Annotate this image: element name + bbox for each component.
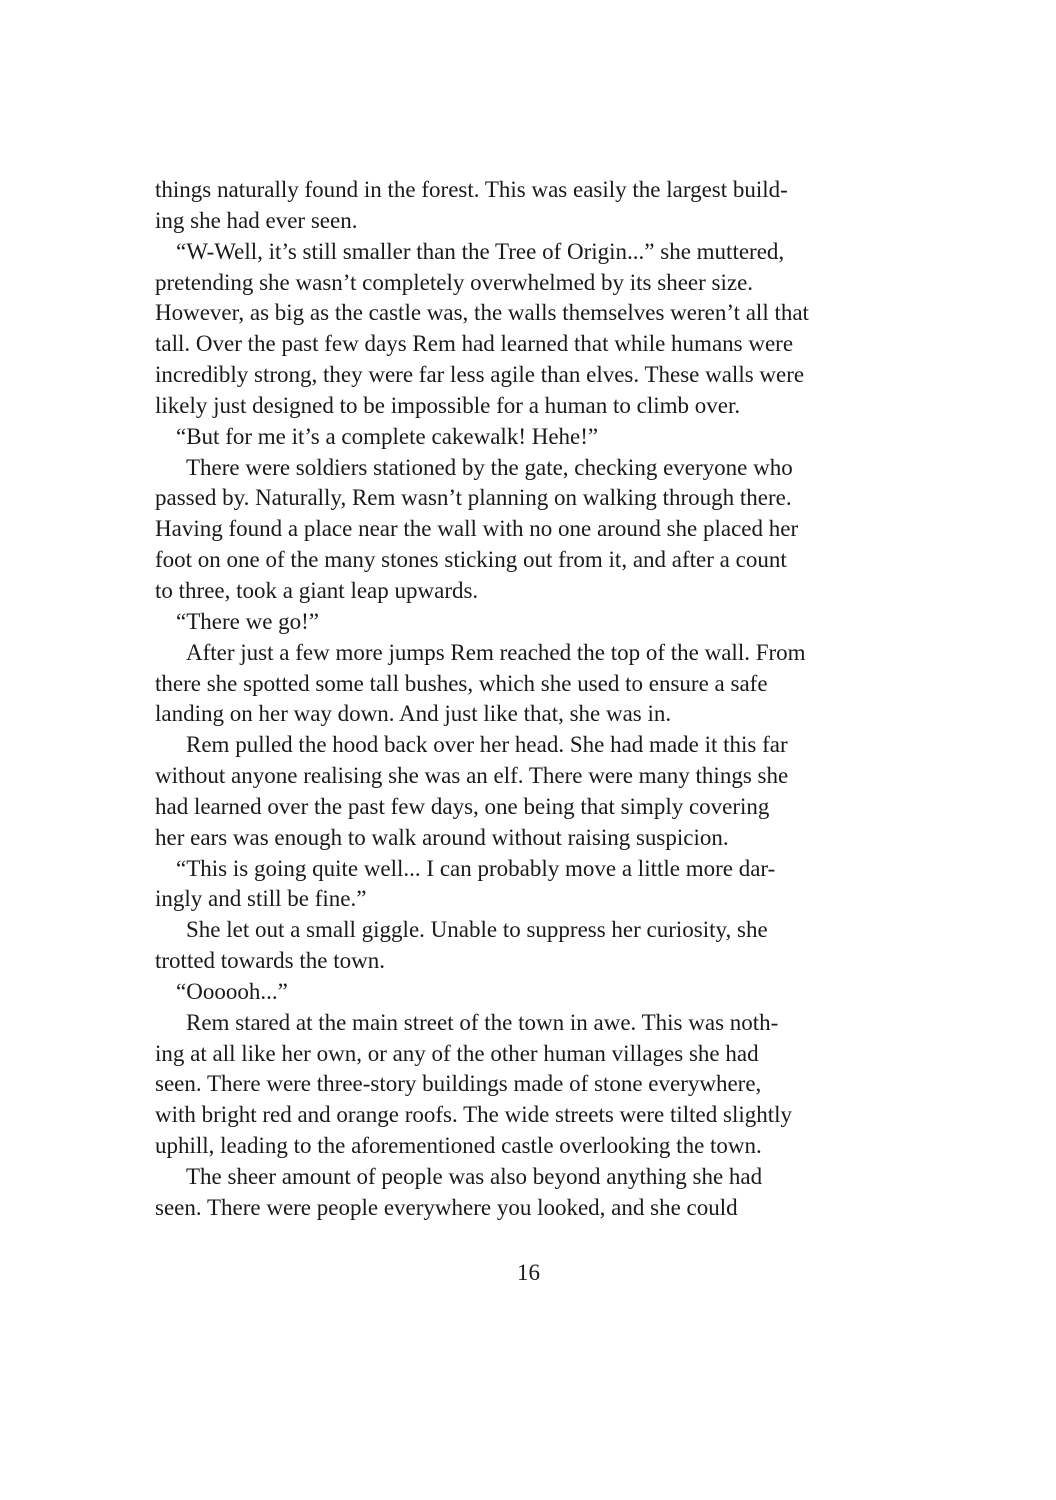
paragraph <box>155 915 902 977</box>
paragraph <box>155 854 902 916</box>
text-line: She let out a small giggle. Unable to suppress her curiosity, she <box>186 917 768 943</box>
text-line: pretending she wasn’t completely overwhelmed by its sheer size. <box>155 269 754 295</box>
text-line: incredibly strong, they were far less agile than elves. These walls were <box>155 362 805 388</box>
text-line: The sheer amount of people was also beyond anything she had <box>186 1164 763 1189</box>
text-line: “W-Well, it’s still smaller than the Tree of Origin...” she muttered, <box>176 238 785 264</box>
text-line: seen. There were people everywhere you looked, and she could <box>155 1194 738 1220</box>
text-line: ing she had ever seen. <box>155 207 358 233</box>
text-line: had learned over the past few days, one being that simply covering <box>155 793 770 819</box>
text-line: However, as big as the castle was, the walls themselves weren’t all that <box>155 300 809 326</box>
paragraph <box>155 1008 902 1162</box>
text-line: likely just designed to be impossible for a human to climb over. <box>155 392 741 418</box>
text-line: passed by. Naturally, Rem wasn’t planning on walking through there. <box>155 485 792 511</box>
text-line: Rem stared at the main street of the town in awe. This was noth- <box>186 1009 779 1035</box>
paragraph <box>155 175 902 237</box>
text-line: there she spotted some tall bushes, which she used to ensure a safe <box>155 670 768 696</box>
paragraph <box>155 977 902 1008</box>
text-line: her ears was enough to walk around without raising suspicion. <box>155 824 729 850</box>
text-line: Having found a place near the wall with no one around she placed her <box>155 516 799 542</box>
paragraph <box>155 237 902 422</box>
text-line: things naturally found in the forest. This was easily the largest build- <box>155 177 788 202</box>
text-line: “But for me it’s a complete cakewalk! Hehe!” <box>176 423 599 449</box>
paragraph <box>155 607 902 638</box>
page-number: 16 <box>517 1260 540 1285</box>
paragraph <box>155 422 902 453</box>
text-line: trotted towards the town. <box>155 948 385 974</box>
paragraph <box>155 730 902 853</box>
text-line: ing at all like her own, or any of the other human villages she had <box>155 1040 759 1066</box>
text-line: without anyone realising she was an elf. There were many things she <box>155 763 789 789</box>
text-line: landing on her way down. And just like that, she was in. <box>155 701 672 727</box>
text-line: There were soldiers stationed by the gate, checking everyone who <box>186 454 793 480</box>
paragraph <box>155 1162 902 1224</box>
text-line: uphill, leading to the aforementioned castle overlooking the town. <box>155 1133 762 1159</box>
text-line: foot on one of the many stones sticking out from it, and after a count <box>155 547 787 573</box>
text-block <box>155 175 902 1224</box>
text-line: seen. There were three-story buildings made of stone everywhere, <box>155 1071 762 1097</box>
paragraph <box>155 453 902 607</box>
text-line: “There we go!” <box>176 608 320 634</box>
text-line: to three, took a giant leap upwards. <box>155 577 479 603</box>
text-line: After just a few more jumps Rem reached the top of the wall. From <box>186 639 806 665</box>
text-line: Rem pulled the hood back over her head. She had made it this far <box>186 732 788 758</box>
text-line: tall. Over the past few days Rem had learned that while humans were <box>155 331 794 357</box>
text-line: ingly and still be fine.” <box>155 886 367 912</box>
paragraph <box>155 638 902 731</box>
text-line: “This is going quite well... I can probably move a little more dar- <box>176 855 776 881</box>
text-line: with bright red and orange roofs. The wide streets were tilted slightly <box>155 1102 793 1128</box>
text-line: “Oooooh...” <box>176 978 288 1004</box>
